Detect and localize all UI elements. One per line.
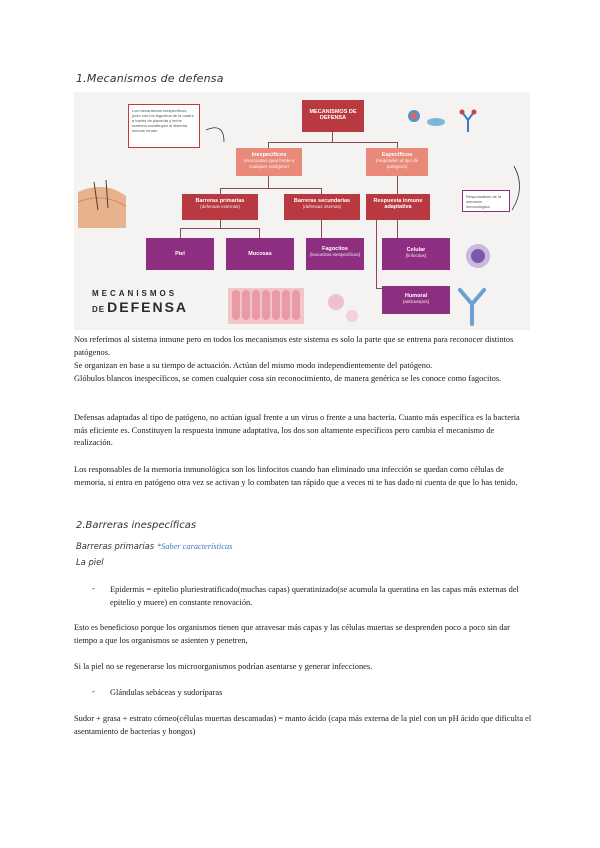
- skin-illustration-icon: [78, 180, 126, 228]
- phagocyte-cell-icon: [328, 294, 344, 310]
- mucosa-epithelium-icon: [228, 288, 304, 324]
- celular-title: Celular: [406, 247, 426, 253]
- paragraph-2: Se organizan en base a su tiempo de actuación. Actúan del mismo modo independientemente del patógeno.: [74, 361, 433, 370]
- barreras-primarias-subtitle: (defensas externas): [200, 204, 240, 209]
- fagocitos-subtitle: (leucocitos inespecíficos): [309, 252, 361, 257]
- especificos-subtitle: (responden al tipo de patógeno): [375, 158, 419, 169]
- brand-line2: [92, 299, 188, 315]
- brand-line1: MECANISMOS: [92, 289, 178, 298]
- brand-defensa: DEFENSA: [107, 299, 189, 315]
- antibody-icon: [460, 110, 477, 133]
- memory-note: Responsables de la memoria inmunológica: [462, 190, 510, 212]
- lymphocyte-icon: [466, 244, 490, 268]
- subheading-la-piel: La piel: [76, 557, 104, 567]
- section-heading-barreras: 2.Barreras inespecíficas: [76, 520, 197, 531]
- bullet-marker: -: [92, 584, 95, 593]
- mucosas-label: Mucosas: [248, 251, 272, 257]
- defense-mechanisms-diagram: [74, 92, 530, 330]
- brand-de: DE: [92, 305, 106, 314]
- innate-system-note: Los mecanismos inespecíficos, junto con los fagocitos de la madre a través de placenta y leche materna constituyen el sistema inmune innato: [128, 104, 200, 148]
- barreras-primarias-title: Barreras primarias: [195, 198, 245, 204]
- subheading-barreras-primarias: [76, 541, 232, 551]
- curved-arrow-icon: [206, 128, 224, 142]
- paragraph-5: Los responsables de la memoria inmunológica son los linfocitos cuando han eliminado una infección se quedan como células de memoria, si entra en patógeno otra vez se activan y lo combaten tan rápido que a veces ni te has dado ni cuenta de que lo has tenido.: [74, 465, 518, 487]
- paragraph-3: Glóbulos blancos inespecíficos, se comen cualquier cosa sin reconocimiento, de manera genérica se les conoce como fagocitos.: [74, 374, 502, 383]
- bacteria-icon: [427, 118, 445, 126]
- phagocyte-cell-icon: [346, 310, 358, 322]
- humoral-subtitle: (anticuerpos): [402, 299, 430, 304]
- root-label: MECANISMOS DE DEFENSA: [309, 109, 357, 121]
- fagocitos-title: Fagocitos: [322, 246, 348, 252]
- paragraph-6: Esto es beneficioso porque los organismos tienen que atravesar más capas y las células muertas se desprenden poco a poco sin dar tiempo a que los organismos se asienten y penetren,: [74, 623, 510, 645]
- paragraph-7: Si la piel no se regenerarse los microorganismos podrían asentarse y generar infecciones.: [74, 662, 373, 671]
- respuesta-inmune-title: Respuesta inmune adaptativa: [373, 198, 423, 210]
- diagram-brand-title: [92, 289, 188, 315]
- paragraph-8: Sudor + grasa + estrato córneo(células muertas descamadas) = manto ácido (capa más externa de la piel con un pH ácido que dificulta el asentamiento de bacterias y hongos): [74, 714, 532, 736]
- large-antibody-icon: [460, 290, 484, 324]
- paragraph-1: Nos referimos al sistema inmune pero en todos los mecanismos este sistema es solo la parte que se entrena para reconocer distintos patógenos.: [74, 335, 514, 357]
- inespecificos-subtitle: (reaccionan igual frente a cualquier patógeno): [243, 158, 295, 169]
- barreras-secundarias-title: Barreras secundarias: [293, 198, 351, 204]
- paragraph-4: Defensas adaptadas al tipo de patógeno, no actúan igual frente a un virus o frente a una bacteria. Cuanto más específica es la bacteria más eficiente es. Constituyen la respuesta inmune adaptativa, los dos son altamente específicos pero cambia el mecanismo de realización.: [74, 413, 520, 447]
- celular-subtitle: (linfocitos): [405, 253, 427, 258]
- bullet-epidermis: Epidermis = epitelio pluriestratificado(muchas capas) queratinizado(se acumula la queratina en las capas más externas del epitelio y muere) en constante renovación.: [110, 585, 519, 607]
- curved-arrow-icon: [512, 166, 520, 210]
- humoral-title: Humoral: [404, 293, 428, 299]
- virus-icon: [408, 110, 420, 122]
- barreras-secundarias-subtitle: (defensas internas): [302, 204, 342, 209]
- subheading-text: Barreras primarias: [76, 541, 155, 551]
- bullet-glandulas: Glándulas sebáceas y sudoríparas: [110, 688, 223, 697]
- especificos-title: Específicos: [381, 152, 413, 158]
- bullet-marker: -: [92, 687, 95, 696]
- section-heading-mecanismos: 1.Mecanismos de defensa: [76, 72, 224, 85]
- subheading-note: *Saber características: [156, 542, 233, 551]
- piel-label: Piel: [175, 251, 185, 257]
- inespecificos-title: Inespecíficos: [251, 152, 287, 158]
